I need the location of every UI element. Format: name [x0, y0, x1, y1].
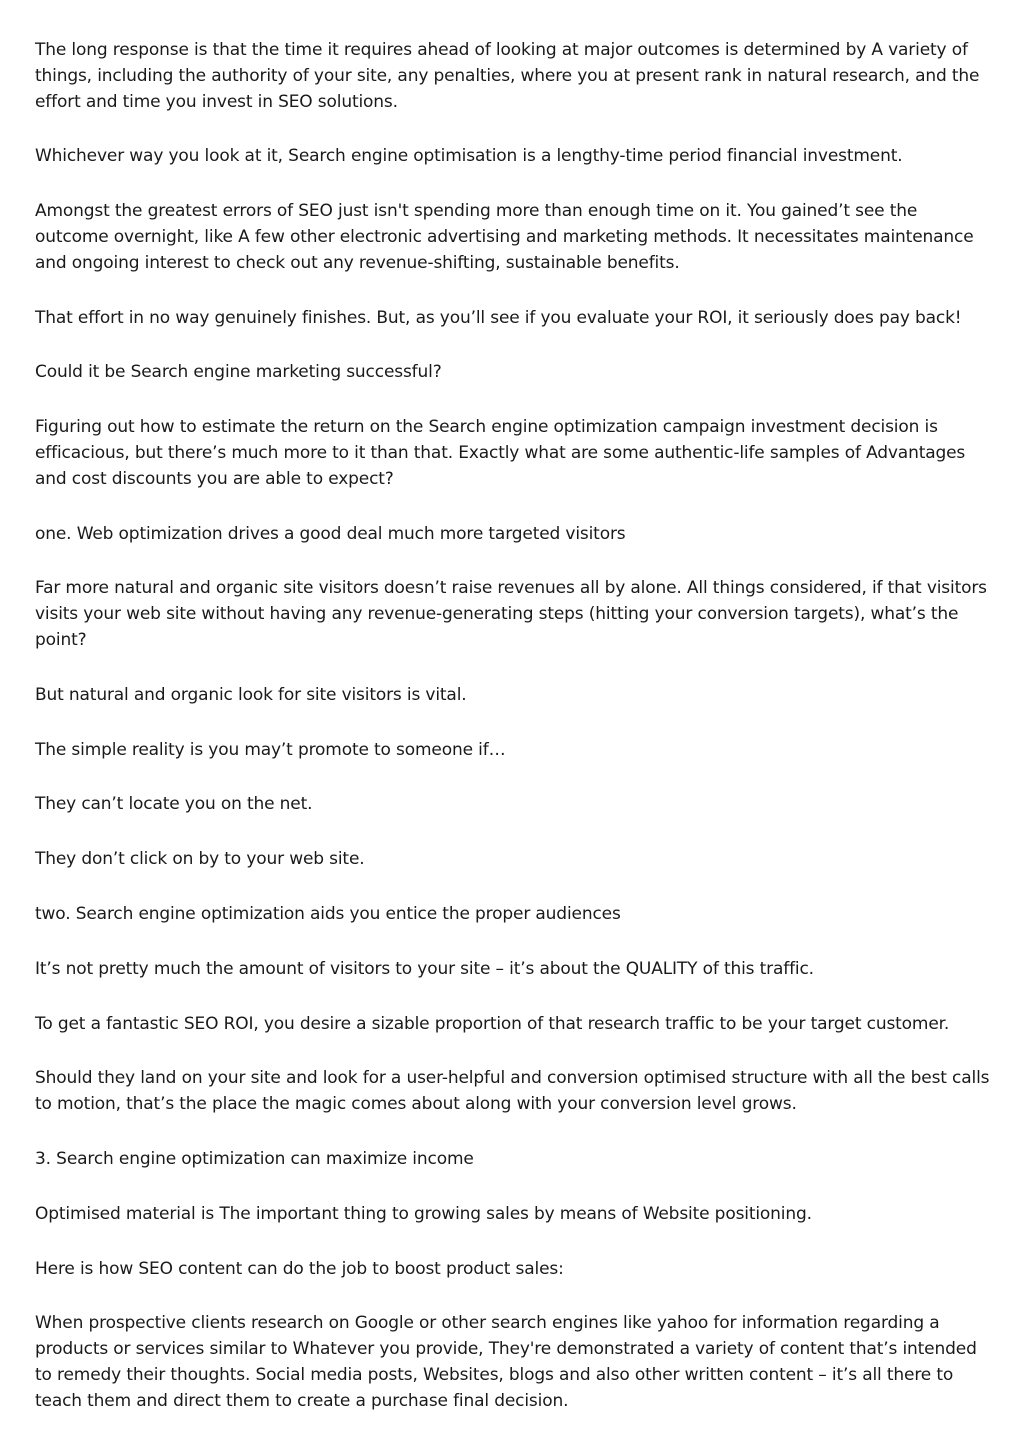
- paragraph-9: But natural and organic look for site visitors is vital.: [35, 684, 467, 705]
- paragraph-20: When prospective clients research on Google or other search engines like yahoo for information regarding a products or services similar to Whatever you provide, They're demonstrated a variety of content that’s intended to remedy their thoughts. Social media posts, Websites, blogs and also other written content – it’s all there to teach them and direct them to create a purchase final decision.: [35, 1313, 977, 1411]
- paragraph-5: Could it be Search engine marketing successful?: [35, 362, 442, 383]
- document-body: [35, 38, 993, 1444]
- paragraph-12: They don’t click on by to your web site.: [35, 849, 365, 870]
- paragraph-6: Figuring out how to estimate the return on the Search engine optimization campaign investment decision is efficacious, but there’s much more to it than that. Exactly what are some authentic-life samples of Advantages and cost discounts you are able to expect?: [35, 417, 966, 489]
- paragraph-19: Here is how SEO content can do the job to boost product sales:: [35, 1258, 564, 1279]
- paragraph-1: The long response is that the time it requires ahead of looking at major outcomes is determined by A variety of things, including the authority of your site, any penalties, where you at present rank in natural research, and the effort and time you invest in SEO solutions.: [35, 40, 980, 112]
- paragraph-18: Optimised material is The important thing to growing sales by means of Website positioning.: [35, 1203, 812, 1224]
- section-heading-1: one. Web optimization drives a good deal much more targeted visitors: [35, 523, 626, 544]
- paragraph-15: To get a fantastic SEO ROI, you desire a sizable proportion of that research traffic to be your target customer.: [35, 1013, 950, 1034]
- paragraph-16: Should they land on your site and look for a user-helpful and conversion optimised structure with all the best calls to motion, that’s the place the magic comes about along with your conversion level grows.: [35, 1068, 990, 1115]
- section-heading-3: 3. Search engine optimization can maximize income: [35, 1148, 474, 1169]
- paragraph-10: The simple reality is you may’t promote to someone if…: [35, 739, 506, 760]
- paragraph-3: Amongst the greatest errors of SEO just isn't spending more than enough time on it. You gained’t see the outcome overnight, like A few other electronic advertising and marketing methods. It necessitates maintenance and ongoing interest to check out any revenue-shifting, sustainable benefits.: [35, 201, 974, 273]
- paragraph-4: That effort in no way genuinely finishes. But, as you’ll see if you evaluate your ROI, it seriously does pay back!: [35, 307, 962, 328]
- section-heading-2: two. Search engine optimization aids you entice the proper audiences: [35, 903, 621, 924]
- paragraph-14: It’s not pretty much the amount of visitors to your site – it’s about the QUALITY of this traffic.: [35, 958, 814, 979]
- paragraph-11: They can’t locate you on the net.: [35, 794, 313, 815]
- paragraph-2: Whichever way you look at it, Search engine optimisation is a lengthy-time period financial investment.: [35, 146, 903, 167]
- paragraph-8: Far more natural and organic site visitors doesn’t raise revenues all by alone. All things considered, if that visitors visits your web site without having any revenue-generating steps (hitting your conversion targets), what’s the point?: [35, 578, 987, 650]
